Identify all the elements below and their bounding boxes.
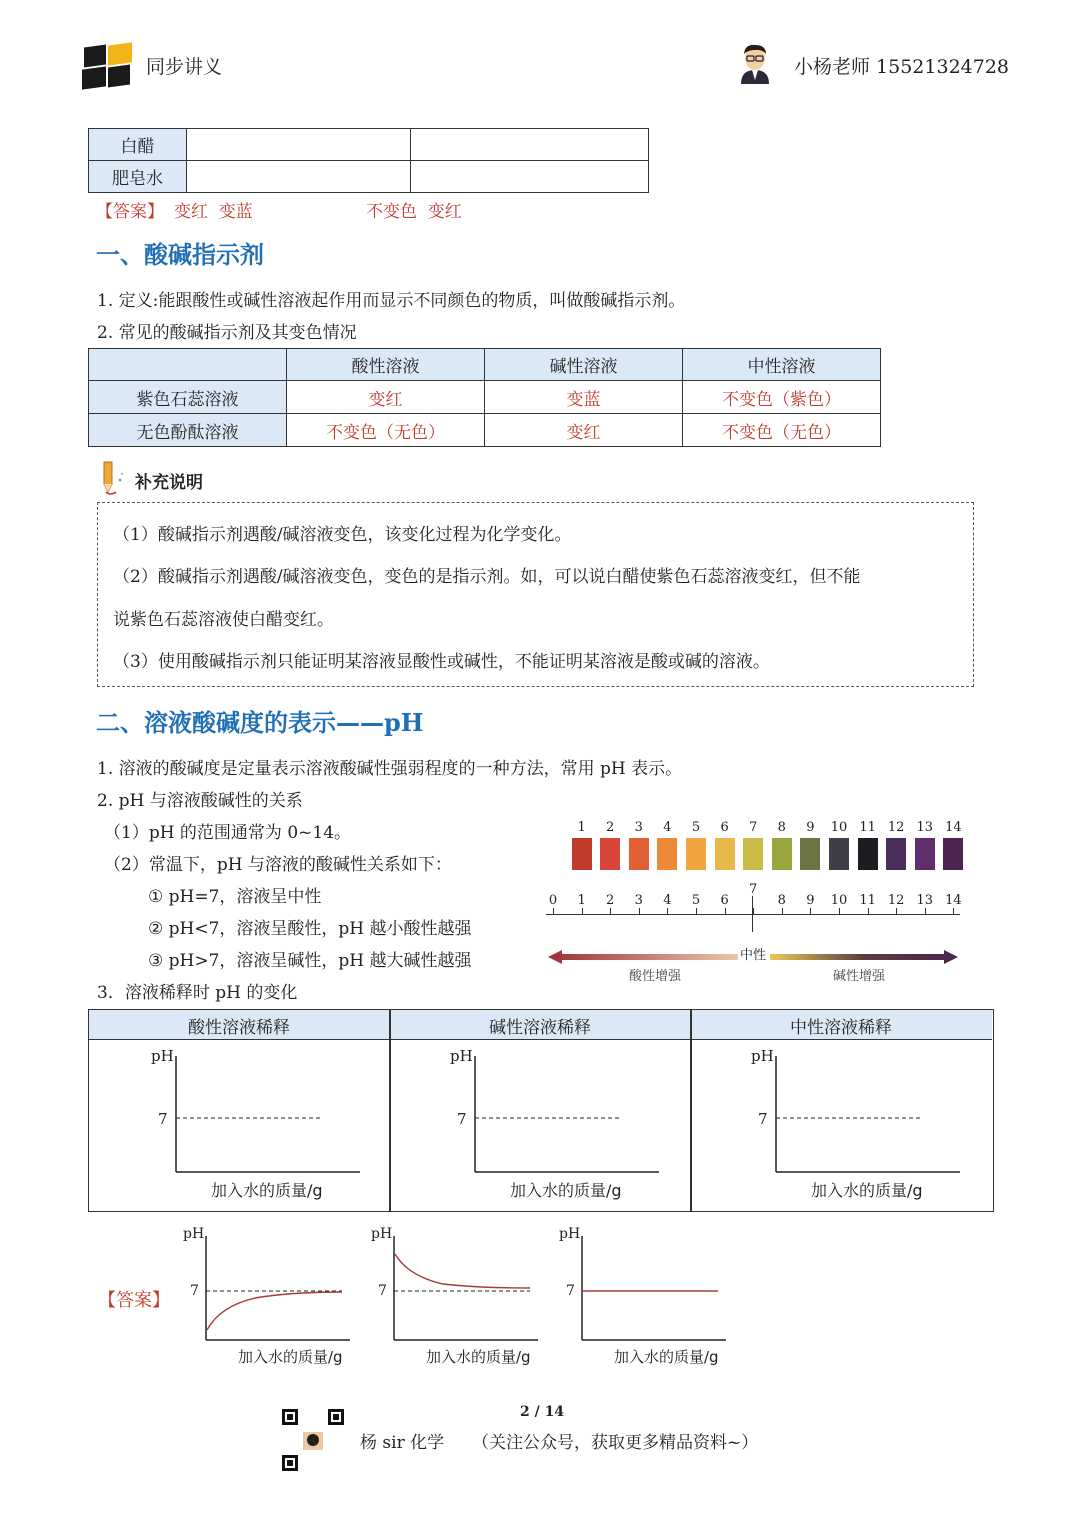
ph-axis-number: 0 [548,893,558,908]
neutral-marker-line [752,896,753,932]
acid-arrow [548,948,738,966]
ph-color-swatch [629,838,649,870]
supplement-item: 说紫色石蕊溶液使白醋变红。 [113,610,334,630]
y-tick-label: 7 [566,1283,575,1299]
ph-axis-tick [610,908,611,914]
paragraph: 1. 溶液的酸碱度是定量表示溶液酸碱性强弱程度的一种方法，常用 pH 表示。 [97,759,683,779]
table-header [89,349,287,381]
paragraph: ② pH<7，溶液呈酸性，pH 越小酸性越强 [148,919,472,939]
paragraph: 3．溶液稀释时 pH 的变化 [97,983,298,1003]
acid-label: 酸性增强 [629,969,682,984]
x-axis-label: 加入水的质量/g [614,1348,719,1366]
answer-graph-base [368,1226,548,1346]
ph-color-swatch [943,838,963,870]
ph-axis-number: 7 [749,882,758,897]
ph-top-number: 14 [945,820,962,835]
top-table-row-label: 肥皂水 [89,161,187,193]
x-axis-label: 加入水的质量/g [811,1181,923,1200]
ph-axis-tick [639,908,640,914]
ph-color-swatch [886,838,906,870]
y-axis-label: pH [450,1047,473,1065]
top-table-cell [411,129,649,161]
ph-axis-tick [953,908,954,914]
top-table-cell [187,129,411,161]
logo [80,42,136,90]
ph-axis-number: 12 [887,893,905,908]
dilution-header: 中性溶液稀释 [790,1018,892,1038]
footer-account: 杨 sir 化学 [360,1433,445,1453]
section-title [96,703,423,738]
table-cell: 变红 [485,414,683,447]
answer-text: 不变色 变红 [366,202,462,222]
ph-axis-tick [782,908,783,914]
answer-tag: 【答案】 [98,1290,170,1311]
ph-color-swatch [572,838,592,870]
ph-axis-tick [696,908,697,914]
y-tick-label: 7 [758,1110,768,1128]
answer-text: 变红 变蓝 [174,202,253,222]
ph-axis-tick [725,908,726,914]
ph-color-swatch [858,838,878,870]
x-axis-label: 加入水的质量/g [238,1348,343,1366]
table-row-label: 紫色石蕊溶液 [89,381,287,414]
answer-tag: 【答案】 [96,202,164,222]
ph-top-number: 9 [806,820,815,835]
teacher-avatar [735,40,775,84]
base-arrow [770,948,958,966]
supplement-item: （1）酸碱指示剂遇酸/碱溶液变色，该变化过程为化学变化。 [113,525,572,545]
paragraph: （2）常温下，pH 与溶液的酸碱性关系如下： [104,855,452,875]
ph-top-number: 12 [887,820,905,835]
section-title-ph: pH [384,708,424,737]
ph-axis-number: 11 [859,893,876,908]
ph-axis-number: 3 [634,893,643,908]
section-title-text: 二、溶液酸碱度的表示—— [96,709,384,737]
paragraph: 1. 定义:能跟酸性或碱性溶液起作用而显示不同颜色的物质，叫做酸碱指示剂。 [97,291,686,311]
ph-axis-number: 5 [691,893,701,908]
ph-color-swatch [743,838,763,870]
table-cell: 不变色（紫色） [683,381,881,414]
ph-axis-tick [582,908,583,914]
ph-axis-tick [839,908,840,914]
dilution-header: 碱性溶液稀释 [489,1018,591,1038]
supplement-title: 补充说明 [135,473,203,493]
table-cell: 不变色（无色） [287,414,485,447]
paragraph: 2. 常见的酸碱指示剂及其变色情况 [97,323,357,343]
x-axis-label: 加入水的质量/g [426,1348,531,1366]
ph-axis-number: 8 [777,893,786,908]
y-tick-label: 7 [158,1110,168,1128]
table-cell: 变红 [287,381,485,414]
ph-top-number: 3 [634,820,643,835]
ph-axis-line [546,914,960,915]
ph-top-number: 8 [777,820,786,835]
ph-axis-number: 9 [806,893,815,908]
ph-axis-number: 4 [663,893,672,908]
ph-axis-number: 6 [720,893,729,908]
answer-graph-acid [180,1226,360,1346]
ph-top-number: 1 [577,820,586,835]
top-table [88,128,649,193]
pencil-icon [96,460,130,496]
top-table-row-label: 白醋 [89,129,187,161]
ph-top-number: 11 [859,820,876,835]
x-axis-label: 加入水的质量/g [211,1181,323,1200]
doc-title: 同步讲义 [146,56,223,78]
paragraph: ① pH=7，溶液呈中性 [148,887,322,907]
table-header: 酸性溶液 [287,349,485,381]
base-label: 碱性增强 [833,969,886,984]
ph-axis-number: 10 [830,893,848,908]
section-title: 一、酸碱指示剂 [96,241,264,269]
paragraph: （1）pH 的范围通常为 0~14。 [104,823,352,843]
ph-axis-number: 14 [945,893,962,908]
table-header: 中性溶液 [683,349,881,381]
ph-color-swatch [686,838,706,870]
paragraph: 2. pH 与溶液酸碱性的关系 [97,791,303,811]
indicator-table [88,348,881,447]
ph-top-number: 13 [916,820,934,835]
teacher-contact: 小杨老师 15521324728 [794,56,1010,78]
neutral-label: 中性 [740,948,767,963]
ph-color-swatch [915,838,935,870]
y-axis-label: pH [183,1226,205,1242]
ph-color-swatch [829,838,849,870]
table-row-label: 无色酚酞溶液 [89,414,287,447]
ph-top-number: 7 [749,820,758,835]
y-axis-label: pH [751,1047,774,1065]
ph-axis-tick [868,908,869,914]
answer-graph-neutral [556,1226,736,1346]
ph-color-swatch [772,838,792,870]
y-tick-label: 7 [457,1110,467,1128]
paragraph: ③ pH>7，溶液呈碱性，pH 越大碱性越强 [148,951,472,971]
ph-axis-tick [925,908,926,914]
ph-color-swatch [600,838,620,870]
ph-color-swatch [657,838,677,870]
qr-code[interactable] [281,1408,345,1472]
dilution-header: 酸性溶液稀释 [188,1018,290,1038]
y-tick-label: 7 [190,1283,199,1299]
ph-top-number: 6 [720,820,729,835]
top-table-cell [411,161,649,193]
ph-top-number: 5 [691,820,701,835]
ph-axis-tick [553,908,554,914]
supplement-item: （3）使用酸碱指示剂只能证明某溶液显酸性或碱性，不能证明某溶液是酸或碱的溶液。 [113,652,770,672]
ph-axis-tick [667,908,668,914]
top-table-cell [187,161,411,193]
page-number: 2 / 14 [520,1404,565,1420]
y-axis-label: pH [559,1226,581,1242]
ph-axis-number: 13 [916,893,934,908]
x-axis-label: 加入水的质量/g [510,1181,622,1200]
ph-color-swatch [715,838,735,870]
supplement-item: （2）酸碱指示剂遇酸/碱溶液变色，变色的是指示剂。如，可以说白醋使紫色石蕊溶液变红，但不能 [113,567,861,587]
table-cell: 不变色（无色） [683,414,881,447]
ph-top-number: 2 [606,820,615,835]
footer-note: （关注公众号，获取更多精品资料~） [472,1433,759,1453]
table-header: 碱性溶液 [485,349,683,381]
ph-axis-number: 1 [577,893,586,908]
divider [389,1009,391,1211]
ph-top-number: 10 [830,820,848,835]
ph-color-swatch [800,838,820,870]
table-cell: 变蓝 [485,381,683,414]
ph-axis-tick [896,908,897,914]
ph-top-number: 4 [663,820,672,835]
ph-axis-number: 2 [606,893,615,908]
ph-axis-tick [810,908,811,914]
divider [690,1009,692,1211]
y-tick-label: 7 [378,1283,387,1299]
y-axis-label: pH [151,1047,174,1065]
y-axis-label: pH [371,1226,393,1242]
ph-axis-tick [753,908,754,914]
